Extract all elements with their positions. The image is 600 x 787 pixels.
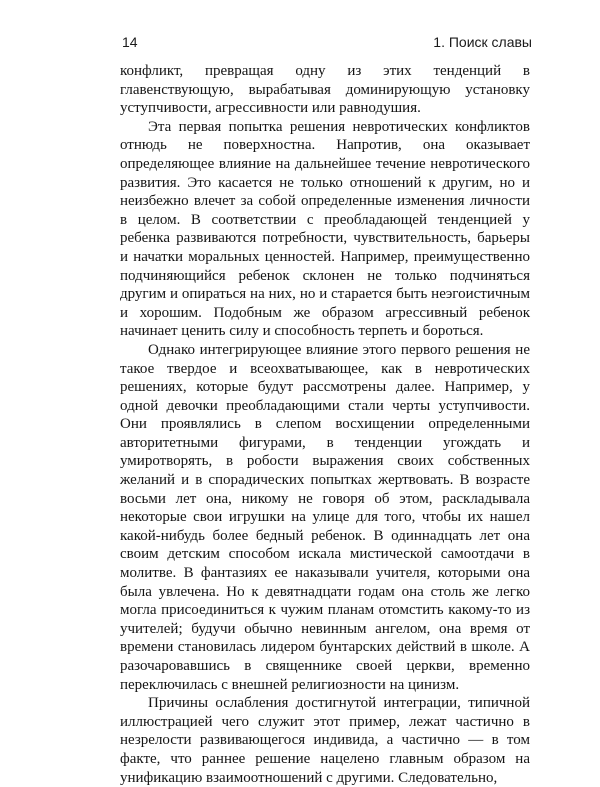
page-number: 14: [122, 34, 138, 50]
chapter-title: 1. Поиск славы: [433, 34, 532, 50]
body-text: [120, 62, 530, 787]
running-header: [122, 34, 532, 56]
paragraph: Эта первая попытка решения невротических конфликтов отнюдь не поверхностна. Напротив, она оказывает определяющее влияние на дальнейшее течение невротического развития. Это касается не только отношений к другим, но и неизбежно влечет за собой определенные изменения личности в целом. В соответствии с преобладающей тенденцией у ребенка развиваются потребности, чувствительность, барьеры и начатки моральных ценностей. Например, преимущественно подчиняющийся ребенок склонен не только подчиняться другим и опираться на них, но и старается быть неэгоистичным и хорошим. Подобным же образом агрессивный ребенок начинает ценить силу и способность терпеть и бороться.: [120, 118, 530, 340]
paragraph: Причины ослабления достигнутой интеграции, типичной иллюстрацией чего служит этот пример, лежат частично в незрелости развивающегося индивида, а частично — в том факте, что раннее решение нацелено главным образом на унификацию взаимоотношений с другими. Следовательно,: [120, 695, 530, 786]
paragraph: Однако интегрирующее влияние этого первого решения не такое твердое и всеохватывающее, как в невротических решениях, которые будут рассмотрены далее. Например, у одной девочки преобладающими стали черты уступчивости. Они проявлялись в слепом восхищении определенными авторитетными фигурами, в тенденции угождать и умиротворять, в робости выражения своих собственных желаний и в спорадических попытках жертвовать. В возрасте восьми лет она, никому не говоря об этом, раскладывала некоторые свои игрушки на улице для того, чтобы их нашел какой-нибудь более бедный ребенок. В одиннадцать лет она своим детским способом искала мистической самоотдачи в молитве. В фантазиях ее наказывали учителя, которыми она была увлечена. Но к девятнадцати годам она столь же легко могла присоединиться к чужим планам отомстить какому-то из учителей; будучи обычно невинным ангелом, она время от времени становилась лидером бунтарских действий в школе. А разочаровавшись в священнике своей церкви, временно переключилась с внешней религиозности на цинизм.: [120, 341, 530, 693]
paragraph-continued: конфликт, превращая одну из этих тенденций в главенствующую, вырабатывая доминирующую установку уступчивости, агрессивности или равнодушия.: [120, 63, 530, 117]
